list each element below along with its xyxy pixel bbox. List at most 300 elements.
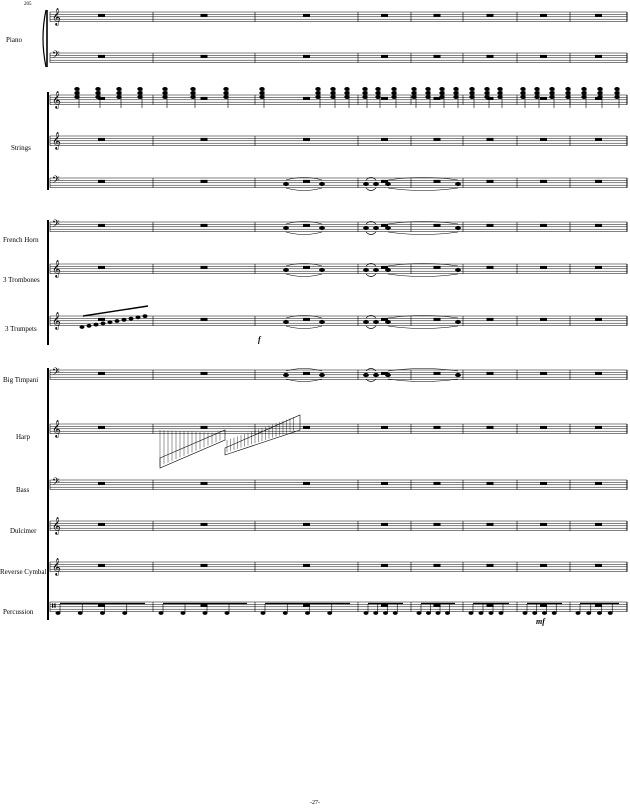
run-note — [122, 318, 126, 321]
clefs — [52, 8, 61, 614]
beam — [83, 306, 148, 316]
whole-rest — [201, 482, 207, 484]
tied-note — [364, 268, 369, 271]
perc-note — [598, 612, 602, 615]
whole-rest — [541, 564, 547, 566]
whole-rest — [596, 482, 602, 484]
tied-note — [284, 320, 289, 323]
whole-rest — [487, 180, 493, 182]
chord-note — [138, 92, 142, 95]
tied-note — [386, 268, 391, 271]
whole-rest — [434, 564, 440, 566]
chord-note — [163, 88, 167, 91]
chord-note — [521, 88, 525, 91]
whole-rest — [487, 564, 493, 566]
whole-rest — [487, 318, 493, 320]
whole-rest — [434, 138, 440, 140]
whole-rest — [382, 523, 388, 525]
whole-rest — [201, 97, 207, 99]
harp-gliss — [160, 430, 225, 468]
chord-note — [117, 88, 121, 91]
whole-rest — [201, 266, 207, 268]
chord-note — [412, 92, 416, 95]
instrument-label-bass: Bass — [16, 486, 30, 494]
whole-rest — [541, 523, 547, 525]
chord-note — [615, 92, 619, 95]
bass-clef: 𝄢 — [52, 476, 60, 490]
barlines — [50, 12, 627, 612]
chord-note — [470, 92, 474, 95]
chord-note — [392, 92, 396, 95]
whole-rest — [99, 564, 105, 566]
tied-note — [364, 182, 369, 185]
chord-note — [345, 96, 349, 99]
run-note — [94, 323, 98, 326]
perc-clef: 𝄥 — [52, 599, 56, 613]
chord-note — [75, 92, 79, 95]
harp-gliss — [225, 415, 300, 455]
whole-rest — [382, 318, 388, 320]
whole-rest — [99, 426, 105, 428]
perc-note — [159, 612, 163, 615]
whole-rest — [487, 372, 493, 374]
perc-note — [364, 612, 368, 615]
chord-note — [138, 96, 142, 99]
chord-note — [550, 96, 554, 99]
treble-clef: 𝄞 — [52, 259, 61, 278]
instrument-label-piano: Piano — [6, 36, 22, 44]
dynamic-trumpet-forte: f — [258, 335, 261, 344]
chord-note — [163, 96, 167, 99]
whole-rest — [541, 266, 547, 268]
chord-note — [392, 96, 396, 99]
chord-note — [535, 92, 539, 95]
whole-rest — [596, 55, 602, 57]
chord-note — [260, 88, 264, 91]
whole-rest — [382, 482, 388, 484]
whole-rest — [596, 372, 602, 374]
whole-rest — [304, 266, 310, 268]
perc-note — [261, 612, 265, 615]
whole-rest — [596, 180, 602, 182]
chord-note — [426, 92, 430, 95]
whole-rest — [434, 266, 440, 268]
chord-note — [75, 88, 79, 91]
perc-note — [543, 612, 547, 615]
measure-number: 205 — [24, 2, 32, 7]
perc-note — [393, 612, 397, 615]
chord-note — [117, 96, 121, 99]
bass-clef: 𝄢 — [52, 218, 60, 232]
tied-note — [456, 226, 461, 229]
tied-note — [374, 268, 379, 271]
whole-rest — [382, 180, 388, 182]
whole-rest — [382, 224, 388, 226]
whole-rest — [487, 482, 493, 484]
run-note — [143, 315, 147, 318]
perc-note — [374, 612, 378, 615]
whole-rest — [99, 318, 105, 320]
whole-rest — [487, 224, 493, 226]
perc-note — [123, 612, 127, 615]
chord-note — [163, 92, 167, 95]
chord-note — [224, 92, 228, 95]
whole-rest — [304, 55, 310, 57]
whole-rest — [304, 180, 310, 182]
tied-note — [386, 182, 391, 185]
whole-rest — [434, 180, 440, 182]
whole-rest — [434, 14, 440, 16]
whole-rest — [487, 138, 493, 140]
chord-note — [498, 92, 502, 95]
tied-note — [456, 373, 461, 376]
whole-rest — [201, 55, 207, 57]
whole-rest — [434, 426, 440, 428]
tied-note — [284, 268, 289, 271]
chord-note — [598, 96, 602, 99]
chord-note — [191, 96, 195, 99]
whole-rest — [304, 318, 310, 320]
perc-note — [587, 612, 591, 615]
instrument-label-percussion: Percussion — [3, 608, 34, 616]
whole-rest — [487, 604, 493, 606]
whole-rest — [382, 604, 388, 606]
chord-note — [260, 96, 264, 99]
treble-clef: 𝄞 — [52, 90, 61, 109]
whole-rest — [99, 482, 105, 484]
whole-rest — [304, 426, 310, 428]
chord-note — [498, 96, 502, 99]
tie — [388, 232, 458, 235]
chord-note — [376, 88, 380, 91]
whole-rest — [596, 138, 602, 140]
chord-note — [470, 88, 474, 91]
run-note — [101, 322, 105, 325]
whole-rest — [99, 14, 105, 16]
chord-note — [615, 96, 619, 99]
instrument-label-trombones: 3 Trombones — [3, 276, 40, 284]
chord-note — [392, 88, 396, 91]
chord-note — [316, 96, 320, 99]
tied-note — [374, 182, 379, 185]
chord-note — [363, 96, 367, 99]
chord-note — [331, 92, 335, 95]
perc-note — [203, 612, 207, 615]
whole-rest — [541, 224, 547, 226]
perc-note — [576, 612, 580, 615]
run-note — [129, 317, 133, 320]
whole-rest — [541, 180, 547, 182]
instrument-label-french-horn: French Horn — [3, 236, 39, 244]
treble-clef: 𝄞 — [52, 557, 61, 576]
chord-note — [454, 96, 458, 99]
tied-note — [284, 373, 289, 376]
tied-note — [364, 320, 369, 323]
chord-note — [363, 88, 367, 91]
perc-note — [552, 612, 556, 615]
whole-rest — [99, 224, 105, 226]
whole-rest — [304, 138, 310, 140]
chord-note — [316, 88, 320, 91]
tie — [366, 188, 376, 191]
whole-rest — [99, 180, 105, 182]
whole-rest — [304, 564, 310, 566]
chord-note — [535, 96, 539, 99]
tie — [388, 188, 458, 191]
perc-note — [306, 612, 310, 615]
tied-note — [364, 373, 369, 376]
tied-note — [320, 268, 325, 271]
chord-note — [117, 92, 121, 95]
chord-note — [331, 88, 335, 91]
whole-rest — [596, 604, 602, 606]
chord-note — [454, 88, 458, 91]
chord-note — [426, 96, 430, 99]
perc-note — [101, 612, 105, 615]
chord-note — [582, 88, 586, 91]
chord-note — [566, 88, 570, 91]
treble-clef: 𝄞 — [52, 311, 61, 330]
chord-note — [550, 92, 554, 95]
whole-rest — [487, 14, 493, 16]
tied-note — [320, 226, 325, 229]
perc-note — [479, 612, 483, 615]
whole-rest — [434, 55, 440, 57]
system-brackets — [43, 10, 48, 620]
whole-rest — [201, 523, 207, 525]
whole-rest — [487, 523, 493, 525]
chord-note — [521, 92, 525, 95]
whole-rest — [541, 14, 547, 16]
chord-note — [470, 96, 474, 99]
whole-rest — [541, 55, 547, 57]
whole-rest — [541, 97, 547, 99]
perc-note — [469, 612, 473, 615]
whole-rest — [487, 266, 493, 268]
whole-rest — [434, 224, 440, 226]
perc-note — [328, 612, 332, 615]
chord-note — [582, 92, 586, 95]
chord-note — [550, 88, 554, 91]
chord-note — [566, 92, 570, 95]
whole-rest — [99, 604, 105, 606]
whole-rest — [434, 523, 440, 525]
chord-note — [566, 96, 570, 99]
tied-note — [456, 268, 461, 271]
whole-rest — [596, 14, 602, 16]
tie — [286, 326, 322, 329]
whole-rest — [201, 180, 207, 182]
whole-rest — [541, 372, 547, 374]
run-note — [115, 320, 119, 323]
treble-clef: 𝄞 — [52, 419, 61, 438]
chord-note — [376, 96, 380, 99]
perc-note — [523, 612, 527, 615]
instrument-label-strings: Strings — [11, 144, 31, 152]
chord-note — [138, 88, 142, 91]
chord-note — [440, 92, 444, 95]
chord-note — [521, 96, 525, 99]
perc-note — [181, 612, 185, 615]
piano-brace-curve — [43, 10, 46, 67]
chord-note — [345, 92, 349, 95]
whole-rest — [99, 138, 105, 140]
whole-rest — [434, 604, 440, 606]
whole-rest — [541, 604, 547, 606]
run-note — [136, 316, 140, 319]
whole-rest — [596, 266, 602, 268]
tied-note — [456, 182, 461, 185]
bass-clef: 𝄢 — [52, 174, 60, 188]
chord-note — [224, 88, 228, 91]
chord-note — [191, 88, 195, 91]
chord-note — [331, 96, 335, 99]
tied-note — [386, 226, 391, 229]
whole-rest — [304, 604, 310, 606]
chord-note — [260, 92, 264, 95]
tie — [366, 274, 376, 277]
perc-note — [436, 612, 440, 615]
bass-clef: 𝄢 — [52, 366, 60, 380]
tie — [388, 274, 458, 277]
whole-rest — [201, 372, 207, 374]
tied-note — [364, 226, 369, 229]
dynamic-percussion-mezzoforte: mf — [536, 617, 545, 626]
perc-note — [608, 612, 612, 615]
tie — [388, 326, 458, 329]
whole-rest — [487, 55, 493, 57]
whole-rest — [201, 14, 207, 16]
tie — [366, 326, 376, 329]
chord-note — [412, 96, 416, 99]
chord-note — [440, 88, 444, 91]
page-number: -27- — [310, 800, 320, 806]
tied-note — [374, 373, 379, 376]
chord-note — [191, 92, 195, 95]
perc-note — [499, 612, 503, 615]
whole-rest — [434, 318, 440, 320]
whole-rest — [434, 372, 440, 374]
whole-rest — [382, 266, 388, 268]
tie — [286, 188, 322, 191]
tied-note — [386, 320, 391, 323]
tied-note — [320, 182, 325, 185]
treble-clef: 𝄞 — [52, 131, 61, 150]
treble-clef: 𝄞 — [52, 7, 61, 26]
perc-note — [533, 612, 537, 615]
whole-rest — [382, 55, 388, 57]
perc-note — [427, 612, 431, 615]
whole-rest — [541, 482, 547, 484]
tied-note — [386, 373, 391, 376]
whole-rest — [596, 564, 602, 566]
tied-note — [320, 373, 325, 376]
chord-note — [412, 88, 416, 91]
chord-note — [485, 92, 489, 95]
chord-note — [598, 88, 602, 91]
perc-note — [446, 612, 450, 615]
tied-note — [284, 182, 289, 185]
chord-note — [96, 88, 100, 91]
chord-note — [615, 88, 619, 91]
whole-rest — [201, 426, 207, 428]
instrument-label-dulcimer: Dulcimer — [10, 527, 37, 535]
tie — [286, 274, 322, 277]
whole-rest — [596, 523, 602, 525]
whole-rest — [99, 523, 105, 525]
whole-rest — [304, 372, 310, 374]
chord-note — [224, 96, 228, 99]
whole-rest — [596, 318, 602, 320]
whole-rest — [304, 523, 310, 525]
whole-rest — [434, 482, 440, 484]
whole-rest — [382, 14, 388, 16]
treble-clef: 𝄞 — [52, 516, 61, 535]
chord-note — [376, 92, 380, 95]
chord-note — [363, 92, 367, 95]
whole-rest — [382, 564, 388, 566]
whole-rest — [434, 97, 440, 99]
chord-note — [454, 92, 458, 95]
whole-rest — [304, 482, 310, 484]
whole-rest — [596, 426, 602, 428]
chord-note — [598, 92, 602, 95]
chord-note — [316, 92, 320, 95]
instrument-label-timpani: Big Timpani — [3, 376, 39, 384]
whole-rest — [382, 138, 388, 140]
perc-note — [489, 612, 493, 615]
whole-rest — [99, 55, 105, 57]
chord-note — [485, 88, 489, 91]
chord-note — [426, 88, 430, 91]
staff-lines — [50, 12, 627, 612]
whole-rest — [201, 138, 207, 140]
whole-rest — [201, 604, 207, 606]
whole-rest — [201, 564, 207, 566]
whole-rest — [304, 224, 310, 226]
bass-clef: 𝄢 — [52, 49, 60, 63]
tied-note — [456, 320, 461, 323]
perc-note — [283, 612, 287, 615]
chord-note — [440, 96, 444, 99]
perc-note — [225, 612, 229, 615]
run-note — [108, 321, 112, 324]
perc-note — [417, 612, 421, 615]
whole-rest — [541, 318, 547, 320]
whole-rest — [487, 426, 493, 428]
perc-note — [56, 612, 60, 615]
whole-rest — [382, 97, 388, 99]
whole-rest — [596, 224, 602, 226]
chord-note — [535, 88, 539, 91]
tied-note — [320, 320, 325, 323]
instrument-label-harp: Harp — [16, 433, 30, 441]
whole-rest — [541, 426, 547, 428]
whole-rest — [541, 138, 547, 140]
perc-note — [384, 612, 388, 615]
chord-note — [485, 96, 489, 99]
tie — [286, 232, 322, 235]
perc-note — [78, 612, 82, 615]
chord-note — [498, 88, 502, 91]
instrument-label-trumpets: 3 Trumpets — [5, 325, 37, 333]
whole-rest — [99, 266, 105, 268]
whole-rest — [201, 318, 207, 320]
chord-note — [582, 96, 586, 99]
whole-rest — [304, 97, 310, 99]
run-note — [87, 324, 91, 327]
whole-rest — [382, 426, 388, 428]
